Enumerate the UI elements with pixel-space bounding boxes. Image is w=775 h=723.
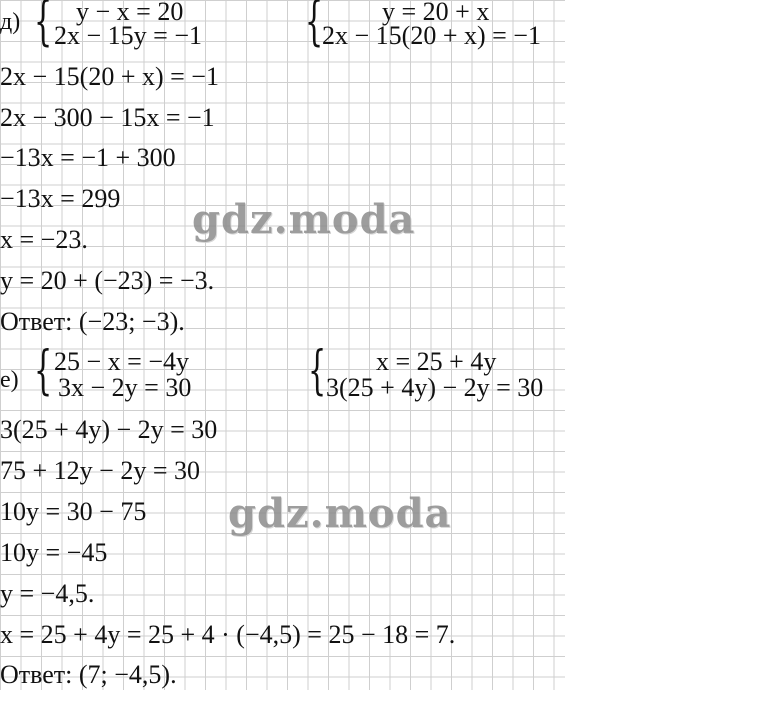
system-equation: 25 − x = −4y	[54, 347, 189, 376]
solution-step: −13x = −1 + 300	[0, 143, 176, 172]
answer-line: Ответ: (7; −4,5).	[0, 660, 177, 689]
system-equation: 2x − 15y = −1	[54, 21, 202, 50]
brace-icon: {	[305, 0, 324, 52]
solution-step: 2x − 300 − 15x = −1	[0, 103, 215, 132]
solution-step: 10y = 30 − 75	[0, 497, 147, 526]
brace-icon: {	[34, 0, 53, 52]
solution-step: 2x − 15(20 + x) = −1	[0, 62, 219, 91]
part-d-label: д)	[0, 9, 21, 35]
answer-line: Ответ: (−23; −3).	[0, 307, 185, 336]
solution-step: 3(25 + 4y) − 2y = 30	[0, 415, 218, 444]
solution-step: x = 25 + 4y = 25 + 4 · (−4,5) = 25 − 18 = 7.	[0, 620, 456, 649]
system-equation: x = 25 + 4y	[376, 347, 497, 376]
system-equation: 3(25 + 4y) − 2y = 30	[326, 373, 544, 402]
solution-step: 75 + 12y − 2y = 30	[0, 456, 200, 485]
system-equation: y − x = 20	[76, 0, 184, 26]
brace-icon: {	[34, 341, 53, 401]
solution-step: x = −23.	[0, 225, 88, 254]
solution-step: −13x = 299	[0, 184, 121, 213]
system-equation: 2x − 15(20 + x) = −1	[322, 21, 541, 50]
solution-step: 10y = −45	[0, 538, 108, 567]
brace-icon: {	[308, 341, 327, 401]
solution-step: y = −4,5.	[0, 579, 95, 608]
system-equation: 3x − 2y = 30	[58, 373, 192, 402]
solution-step: y = 20 + (−23) = −3.	[0, 266, 215, 295]
part-e-label: е)	[0, 367, 19, 393]
watermark-logo: gdz.moda	[228, 490, 452, 537]
system-equation: y = 20 + x	[382, 0, 490, 26]
watermark-logo: gdz.moda	[192, 196, 416, 243]
